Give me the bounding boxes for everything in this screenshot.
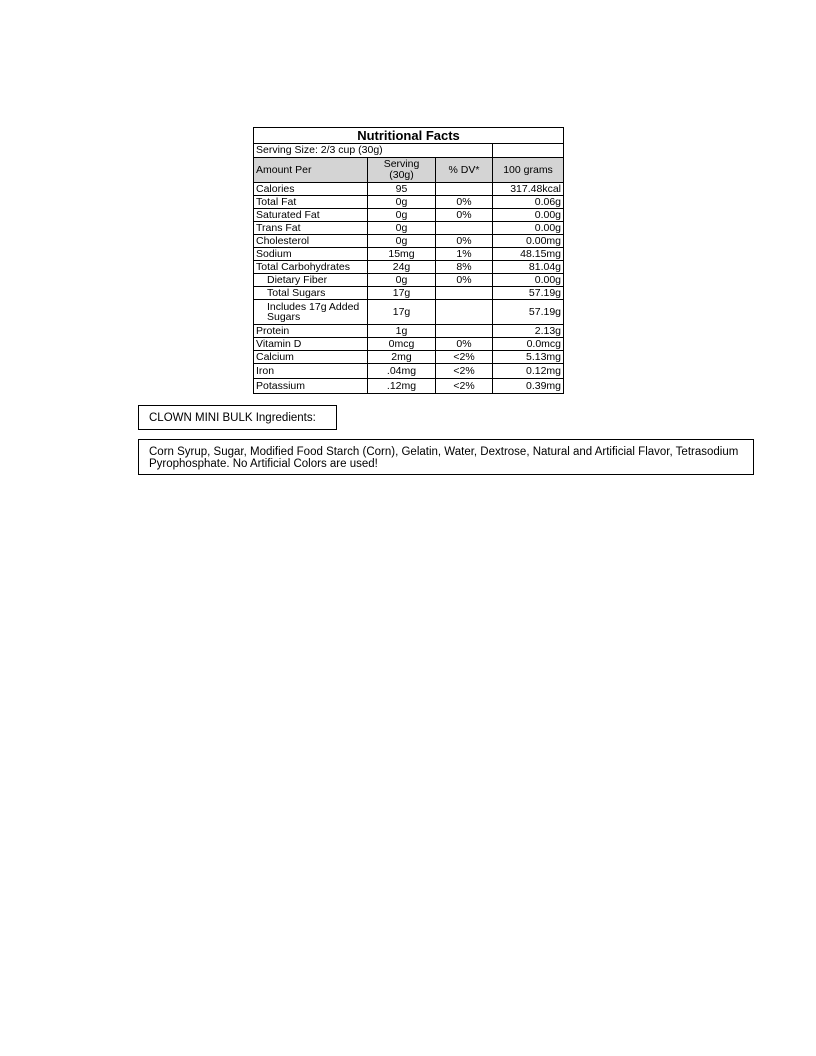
- dv-value: 0%: [436, 196, 493, 209]
- dv-value: <2%: [436, 351, 493, 364]
- dv-value: 0%: [436, 274, 493, 287]
- per100-value: 0.00g: [493, 274, 564, 287]
- nutrient-name: Total Carbohydrates: [254, 261, 368, 274]
- per100-value: 0.06g: [493, 196, 564, 209]
- table-row: [254, 364, 564, 379]
- dv-value: [436, 325, 493, 338]
- per100-value: 57.19g: [493, 287, 564, 300]
- table-row: [254, 183, 564, 196]
- table-row: [254, 222, 564, 235]
- nutrient-name: Cholesterol: [254, 235, 368, 248]
- nutrition-title: Nutritional Facts: [254, 128, 564, 144]
- table-row: [254, 196, 564, 209]
- serving-value: 1g: [368, 325, 436, 338]
- dv-value: [436, 222, 493, 235]
- per100-value: 0.00mg: [493, 235, 564, 248]
- nutrient-name: Potassium: [254, 379, 368, 394]
- dv-value: [436, 300, 493, 325]
- serving-value: 95: [368, 183, 436, 196]
- serving-value: 0g: [368, 222, 436, 235]
- per100-value: 57.19g: [493, 300, 564, 325]
- serving-size: Serving Size: 2/3 cup (30g): [254, 144, 493, 158]
- serving-value: 0g: [368, 235, 436, 248]
- serving-size-row: [254, 144, 564, 158]
- per100-value: 81.04g: [493, 261, 564, 274]
- serving-value: .04mg: [368, 364, 436, 379]
- ingredients-text: Corn Syrup, Sugar, Modified Food Starch (Corn), Gelatin, Water, Dextrose, Natural and Artificial Flavor, Tetrasodium Pyrophosphate. No Artificial Colors are used!: [138, 439, 754, 475]
- dv-value: [436, 183, 493, 196]
- nutrition-facts-table: [253, 127, 564, 394]
- table-row: [254, 209, 564, 222]
- serving-value: 0g: [368, 274, 436, 287]
- dv-value: 0%: [436, 209, 493, 222]
- serving-value: 0g: [368, 209, 436, 222]
- nutrient-name: Calcium: [254, 351, 368, 364]
- table-row: [254, 261, 564, 274]
- serving-size-blank: [493, 144, 564, 158]
- nutrient-name: Includes 17g Added Sugars: [254, 300, 368, 325]
- serving-value: 0mcg: [368, 338, 436, 351]
- header-amount-per: Amount Per: [254, 158, 368, 183]
- table-row: [254, 351, 564, 364]
- nutrient-name: Saturated Fat: [254, 209, 368, 222]
- nutrient-name: Trans Fat: [254, 222, 368, 235]
- per100-value: 317.48kcal: [493, 183, 564, 196]
- per100-value: 5.13mg: [493, 351, 564, 364]
- dv-value: 8%: [436, 261, 493, 274]
- table-row: [254, 379, 564, 394]
- dv-value: [436, 287, 493, 300]
- dv-value: <2%: [436, 379, 493, 394]
- serving-value: 2mg: [368, 351, 436, 364]
- nutrient-name: Iron: [254, 364, 368, 379]
- nutrient-name: Dietary Fiber: [254, 274, 368, 287]
- serving-value: 0g: [368, 196, 436, 209]
- per100-value: 0.0mcg: [493, 338, 564, 351]
- nutrient-name: Total Sugars: [254, 287, 368, 300]
- serving-value: 24g: [368, 261, 436, 274]
- header-per100: 100 grams: [493, 158, 564, 183]
- table-row: [254, 300, 564, 325]
- serving-value: .12mg: [368, 379, 436, 394]
- serving-value: 17g: [368, 287, 436, 300]
- per100-value: 0.00g: [493, 222, 564, 235]
- dv-value: <2%: [436, 364, 493, 379]
- header-dv: % DV*: [436, 158, 493, 183]
- nutrient-name: Sodium: [254, 248, 368, 261]
- dv-value: 0%: [436, 235, 493, 248]
- per100-value: 48.15mg: [493, 248, 564, 261]
- nutrient-name: Total Fat: [254, 196, 368, 209]
- per100-value: 0.39mg: [493, 379, 564, 394]
- dv-value: 1%: [436, 248, 493, 261]
- nutrient-name: Protein: [254, 325, 368, 338]
- ingredients-title: CLOWN MINI BULK Ingredients:: [138, 405, 337, 430]
- table-row: [254, 287, 564, 300]
- nutrient-name: Vitamin D: [254, 338, 368, 351]
- table-row: [254, 274, 564, 287]
- header-row: [254, 158, 564, 183]
- nutrient-name: Calories: [254, 183, 368, 196]
- per100-value: 0.12mg: [493, 364, 564, 379]
- table-row: [254, 235, 564, 248]
- nutrition-title-row: [254, 128, 564, 144]
- header-serving: Serving (30g): [368, 158, 436, 183]
- serving-value: 17g: [368, 300, 436, 325]
- table-row: [254, 248, 564, 261]
- table-row: [254, 325, 564, 338]
- table-row: [254, 338, 564, 351]
- per100-value: 2.13g: [493, 325, 564, 338]
- per100-value: 0.00g: [493, 209, 564, 222]
- serving-value: 15mg: [368, 248, 436, 261]
- dv-value: 0%: [436, 338, 493, 351]
